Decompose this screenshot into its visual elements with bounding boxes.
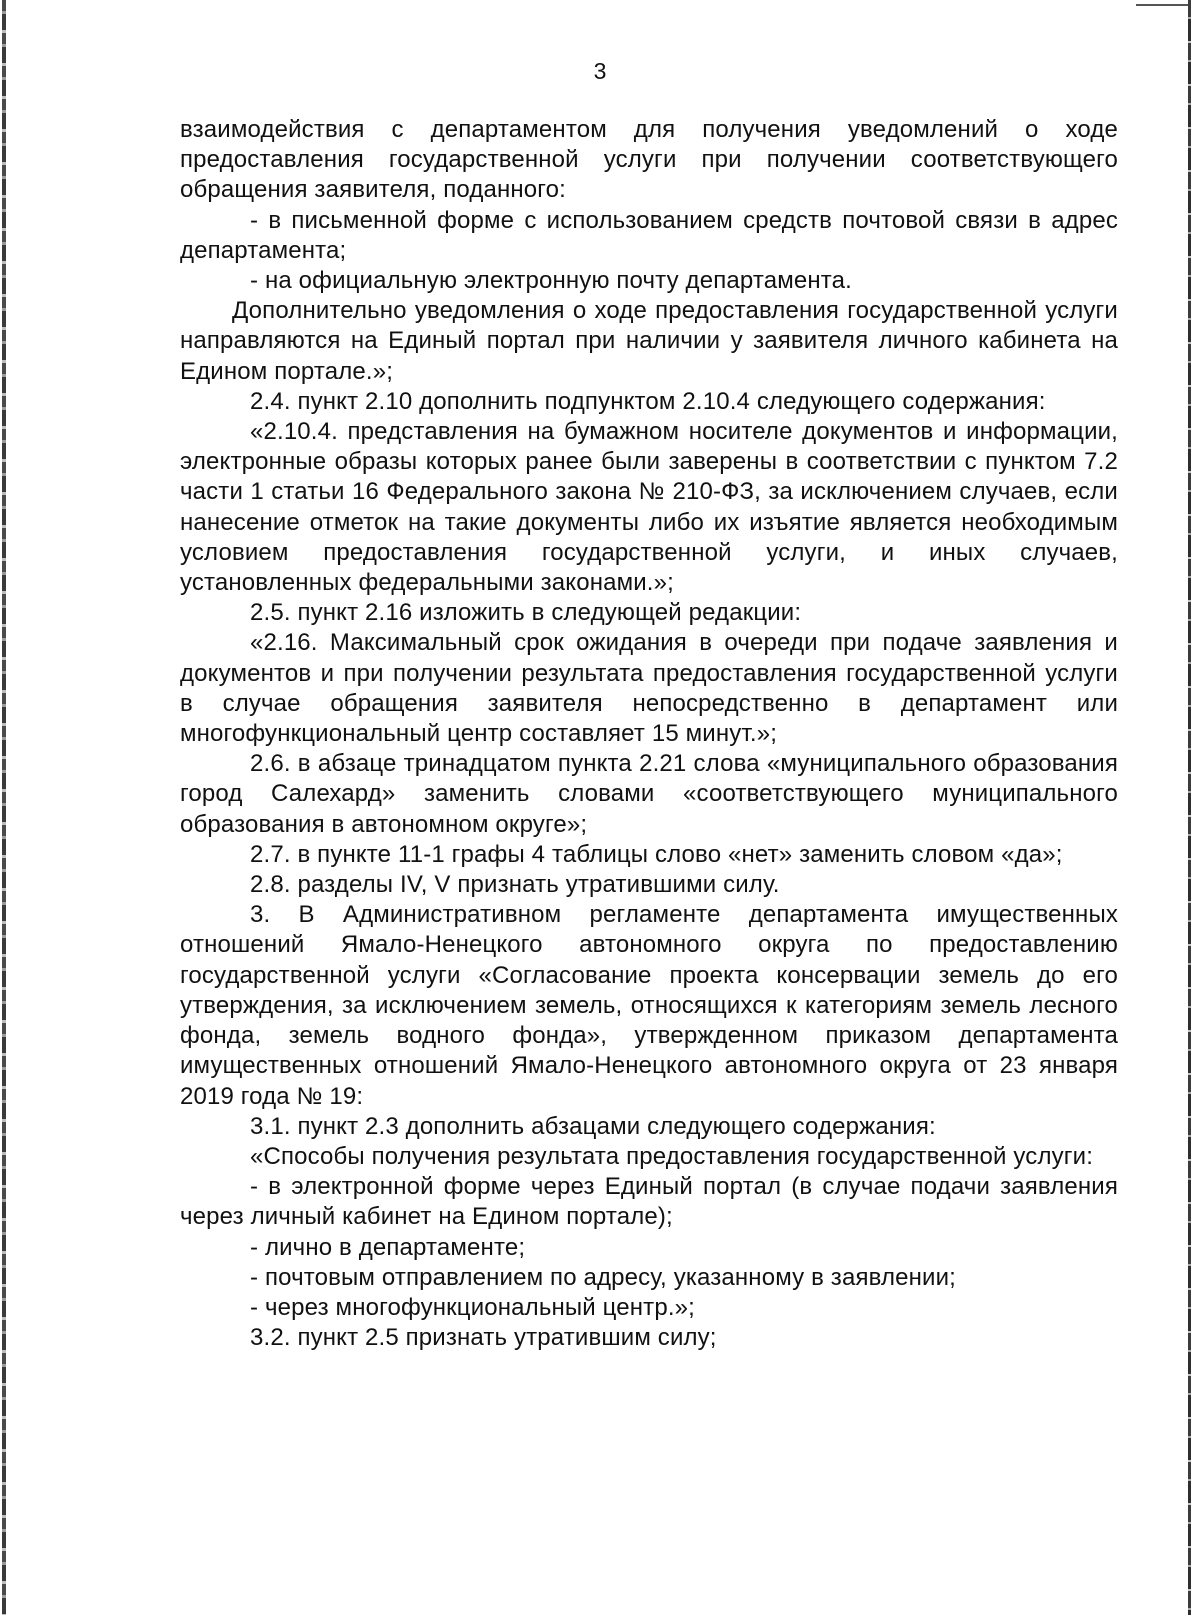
paragraph: 2.4. пункт 2.10 дополнить подпунктом 2.10.4 следующего содержания:: [250, 387, 1046, 415]
paragraph: «2.10.4. представления на бумажном носителе документов и информации, электронные образы которых ранее были заверены в соответствии с пунктом 7.2 части 1 статьи 16 Федерального закона № 210-ФЗ, за исключением случаев, если нанесение отметок на такие документы либо их изъятие является необходимым условием предоставления государственной услуги, и иных случаев, установленных федеральными законами.»;: [180, 418, 1118, 597]
paragraph: - в письменной форме с использованием средств почтовой связи в адрес департамента;: [180, 206, 1118, 264]
scan-left-edge: [2, 0, 6, 1615]
paragraph: - на официальную электронную почту департамента.: [250, 267, 852, 295]
paragraph: 3.2. пункт 2.5 признать утратившим силу;: [250, 1324, 717, 1352]
paragraph: - почтовым отправлением по адресу, указанному в заявлении;: [250, 1263, 956, 1291]
paragraph: - через многофункциональный центр.»;: [250, 1293, 695, 1321]
paragraph: Дополнительно уведомления о ходе предоставления государственной услуги направляются на Единый портал при наличии у заявителя личного кабинета на Едином портале.»;: [180, 297, 1118, 385]
paragraph: - лично в департаменте;: [250, 1233, 526, 1261]
paragraph: «2.16. Максимальный срок ожидания в очереди при подаче заявления и документов и при получении результата предоставления государственной услуги в случае обращения заявителя непосредственно в департамент или многофункциональный центр составляет 15 минут.»;: [180, 629, 1118, 748]
scan-corner-mark: [1136, 4, 1188, 6]
paragraph: 3.1. пункт 2.3 дополнить абзацами следующего содержания:: [250, 1112, 936, 1140]
scan-right-edge: [1188, 0, 1191, 1615]
paragraph: 2.6. в абзаце тринадцатом пункта 2.21 слова «муниципального образования город Салехард» заменить словами «соответствующего муниципального образования в автономном округе»;: [180, 750, 1118, 838]
paragraph: 2.5. пункт 2.16 изложить в следующей редакции:: [250, 599, 802, 627]
paragraph: 3. В Административном регламенте департамента имущественных отношений Ямало-Ненецкого автономного округа по предоставлению государственной услуги «Согласование проекта консервации земель до его утверждения, за исключением земель, относящихся к категориям земель лесного фонда, земель водного фонда», утвержденном приказом департамента имущественных отношений Ямало-Ненецкого автономного округа от 23 января 2019 года № 19:: [180, 901, 1118, 1110]
document-body: [180, 115, 1118, 1353]
paragraph: - в электронной форме через Единый портал (в случае подачи заявления через личный кабинет на Едином портале);: [180, 1173, 1118, 1231]
paragraph: 2.8. разделы IV, V признать утратившими силу.: [250, 871, 780, 899]
paragraph: 2.7. в пункте 11-1 графы 4 таблицы слово «нет» заменить словом «да»;: [250, 840, 1063, 868]
paragraph: «Способы получения результата предоставления государственной услуги:: [250, 1142, 1094, 1170]
paragraph: взаимодействия с департаментом для получения уведомлений о ходе предоставления государственной услуги при получении соответствующего обращения заявителя, поданного:: [180, 116, 1118, 204]
page-number: 3: [593, 58, 607, 84]
